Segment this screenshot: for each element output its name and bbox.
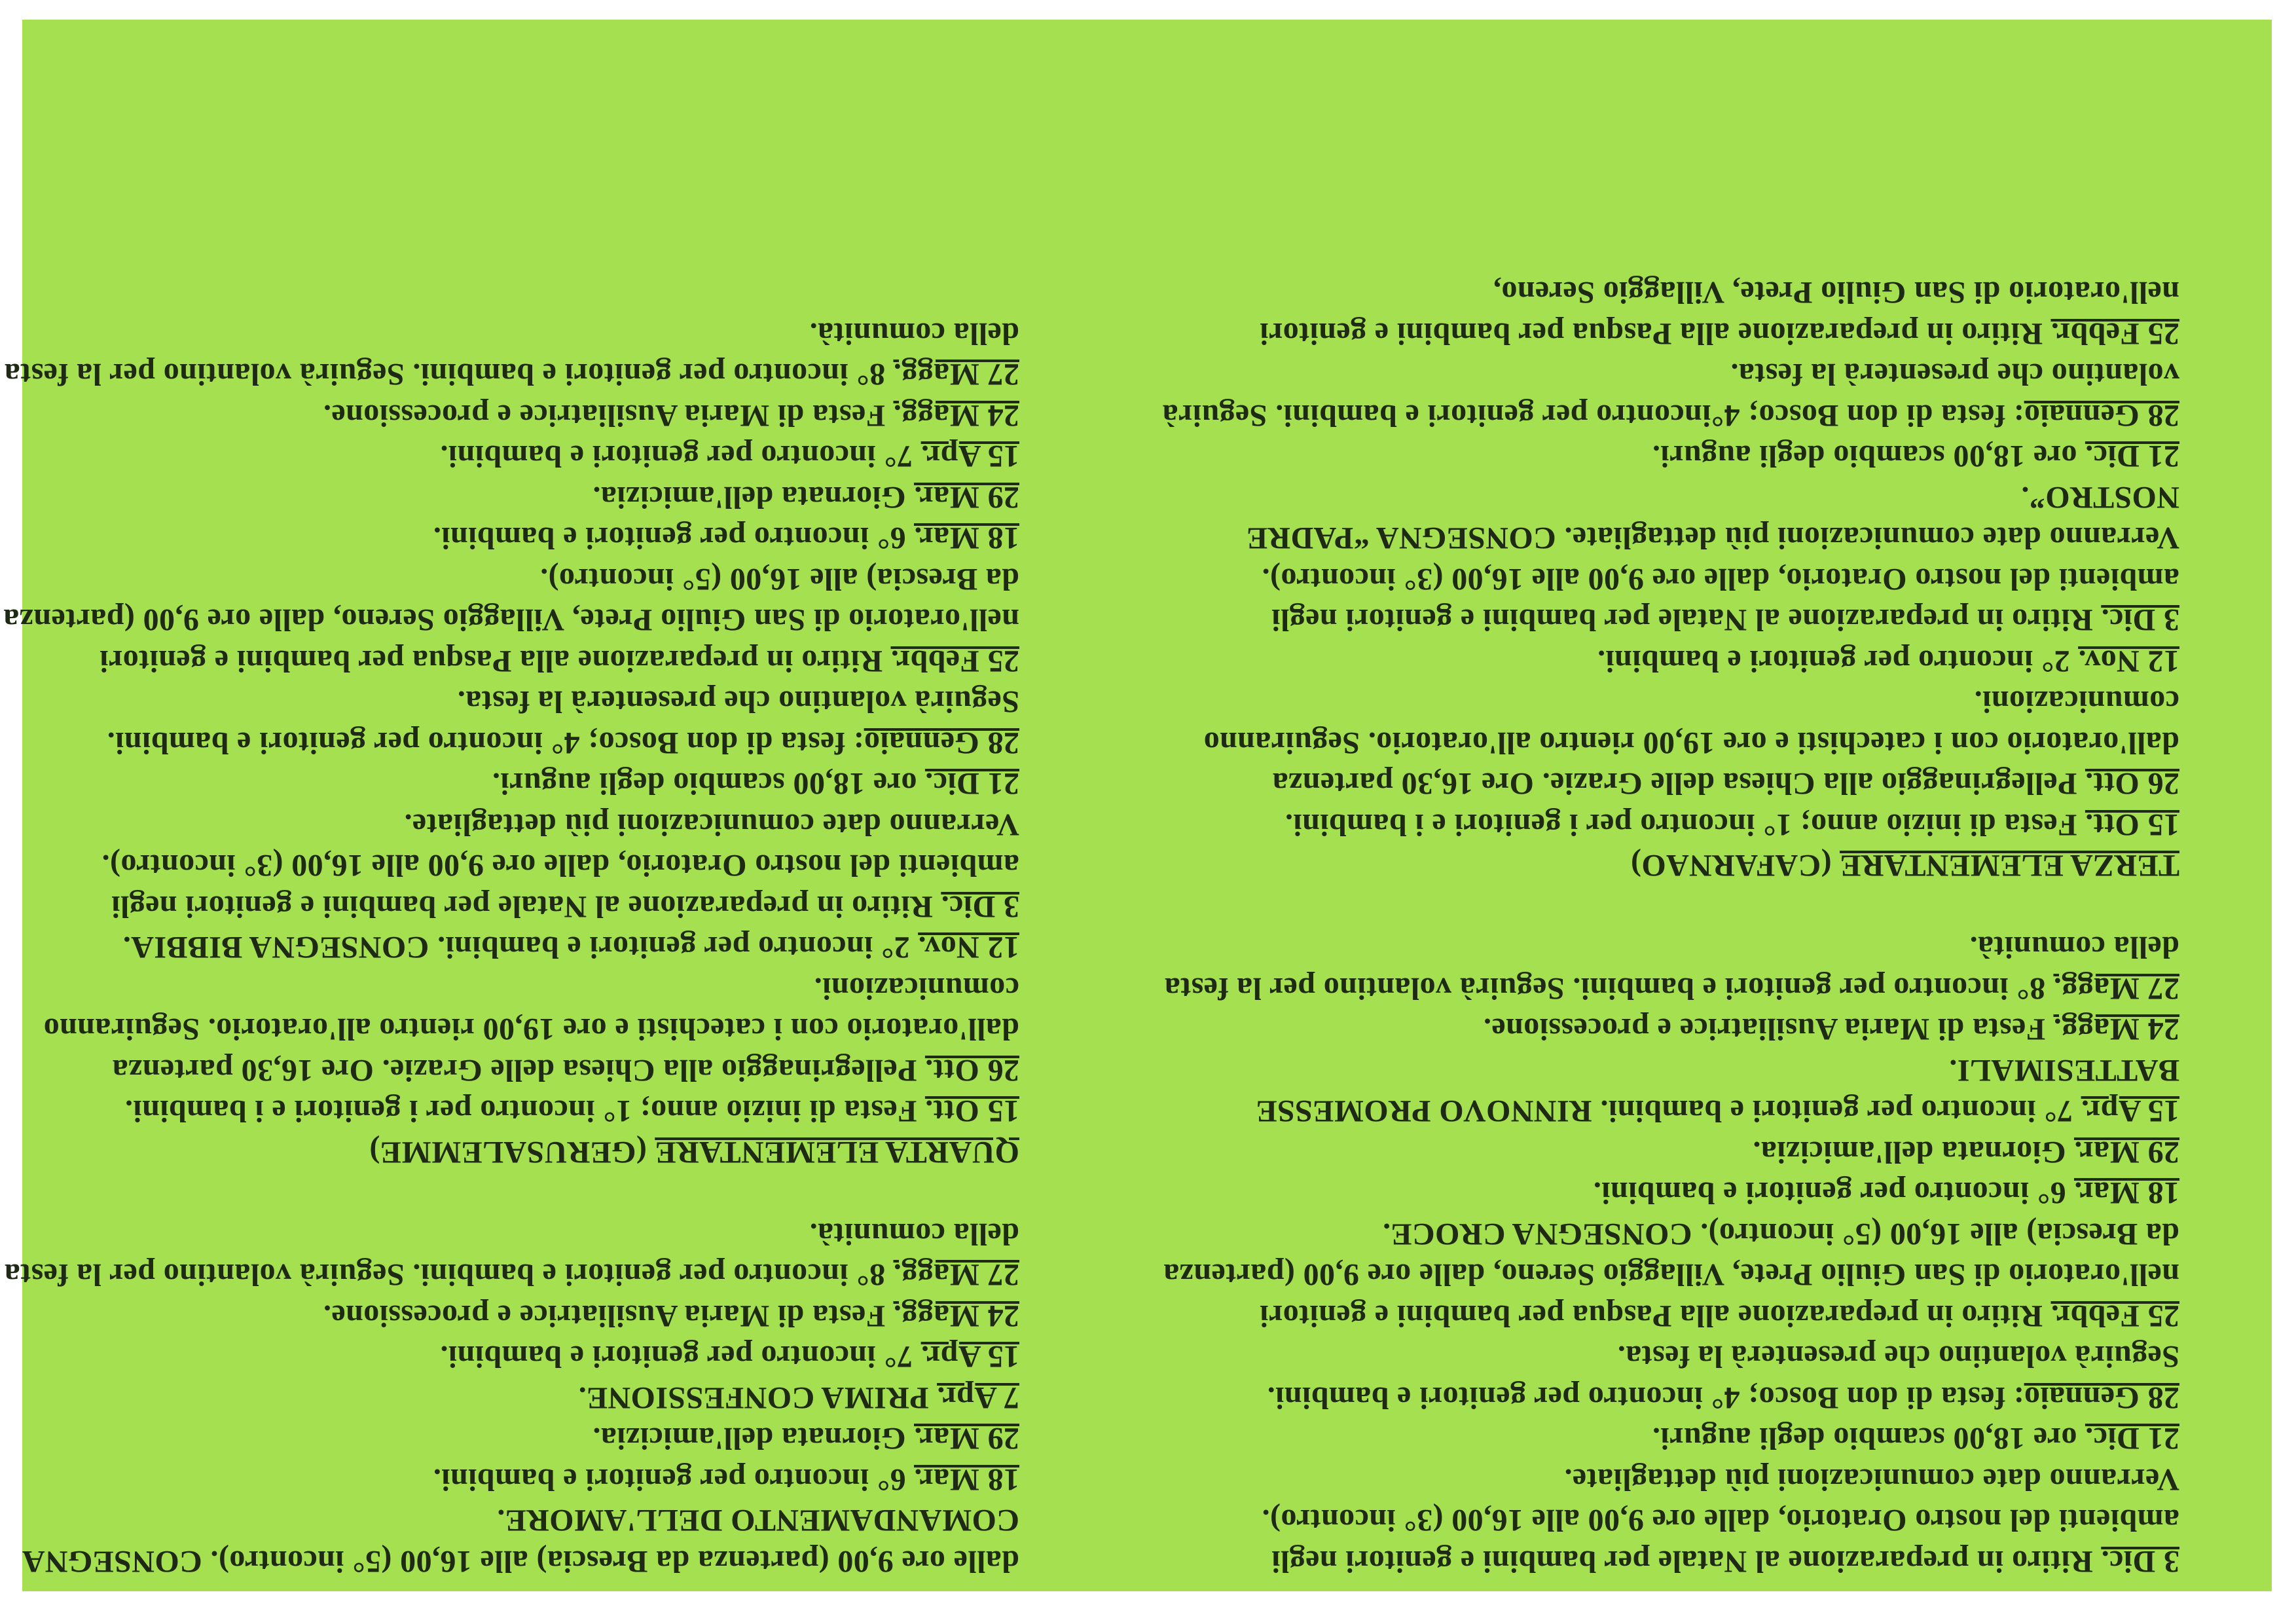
- calendar-entry: [1158, 354, 2179, 435]
- entry-text: ore 18,00 scambio degli auguri.: [1652, 1421, 2085, 1456]
- entry-text: Ritiro in preparazione alla Pasqua per bambini e genitori nell'oratorio di San Giulio Prete, Villaggio Sereno, dalle ore 9,00 (partenza da Brescia) alle 16,00 (5° incontro). CONSEGNA CROCE.: [1163, 1217, 2179, 1333]
- entry-date: 3 Dic.: [941, 889, 1019, 924]
- calendar-entry: [1158, 927, 2179, 1008]
- calendar-entry: [0, 763, 1019, 804]
- entry-text: Festa di Maria Ausiliatrice e processione.: [1483, 1012, 2054, 1047]
- entry-date: 15 Ott.: [924, 1094, 1019, 1129]
- entry-date: 29 Mar.: [913, 480, 1019, 515]
- entry-text: Festa di Maria Ausiliatrice e processione.: [323, 1299, 894, 1333]
- entry-date: 25 Febbr.: [2050, 316, 2179, 351]
- entry-date: 25 Febbr.: [2050, 1299, 2179, 1333]
- right-continuation: [0, 1213, 1019, 1500]
- entry-text: 8° incontro per genitori e bambini. Seguirà volantino per la festa della comunità.: [1164, 930, 2179, 1006]
- calendar-entry: [0, 681, 1019, 763]
- calendar-entry: [1158, 640, 2179, 682]
- entry-date: 27 Magg.: [893, 357, 1019, 392]
- calendar-entry: [1158, 1418, 2179, 1459]
- entry-date: 12 Nov.: [918, 930, 1019, 965]
- calendar-entry: [0, 435, 1019, 477]
- entry-date: 29 Mar.: [2073, 1135, 2179, 1170]
- calendar-entry: [0, 804, 1019, 927]
- calendar-entry: [0, 313, 1019, 395]
- entry-date: 21 Dic.: [924, 766, 1019, 802]
- calendar-entry: [1158, 272, 2179, 354]
- entry-text: Ritiro in preparazione alla Pasqua per bambini e genitori nell'oratorio di San Giulio Prete, Villaggio Sereno, dalle ore 9,00 (partenza da Brescia) alle 16,00 (5° incontro).: [3, 562, 1019, 678]
- entry-date: 29 Mar.: [913, 1421, 1019, 1456]
- left-continuation: [1158, 927, 2179, 1581]
- entry-text: 2° incontro per genitori e bambini. CONSEGNA BIBBIA.: [122, 930, 919, 965]
- section-title: TERZA ELEMENTARE: [1840, 848, 2179, 883]
- entry-date: 12 Nov.: [2078, 644, 2179, 678]
- entry-text: 7° incontro per genitori e bambini.: [440, 439, 921, 474]
- entry-text: 8° incontro per genitori e bambini. Seguirà volantino per la festa della comunità.: [4, 316, 1019, 392]
- entry-text: Pellegrinaggio alla Chiesa delle Grazie. Ore 16,30 partenza dall'oratorio con i catechisti e ore 19,00 rientro all'oratorio. Seguiranno comunicazioni.: [1203, 684, 2179, 802]
- calendar-entry: [0, 1090, 1019, 1132]
- calendar-entry: [0, 1418, 1019, 1459]
- calendar-entry: [1158, 1132, 2179, 1173]
- entry-text: Festa di inizio anno; 1° incontro per i genitori e i bambini.: [1285, 807, 2085, 842]
- calendar-entry: [0, 1295, 1019, 1337]
- entry-date: 24 Magg.: [893, 1299, 1019, 1333]
- entry-text: : festa di don Bosco; 4° incontro per genitori e bambini. Seguirà volantino che presenterà la festa.: [107, 684, 1019, 760]
- entry-text: 2° incontro per genitori e bambini.: [1597, 644, 2079, 678]
- entry-date: 15 Apr.: [2081, 1094, 2179, 1129]
- entry-date: 15 Apr.: [920, 439, 1019, 474]
- calendar-entry: [1158, 1050, 2179, 1132]
- entry-text: Giornata dell'amicizia.: [592, 480, 914, 515]
- entry-date: 26 Ott.: [2085, 766, 2179, 802]
- entry-date: 27 Magg.: [2053, 971, 2179, 1006]
- calendar-entry: [0, 395, 1019, 436]
- entry-text: 6° incontro per genitori e bambini.: [1593, 1175, 2074, 1211]
- entry-date: 27 Magg.: [893, 1257, 1019, 1293]
- entry-date: 15 Apr.: [920, 1339, 1019, 1375]
- quarta-entries: [0, 313, 1019, 1132]
- entry-text: 6° incontro per genitori e bambini.: [433, 521, 914, 556]
- entry-text: Ritiro in preparazione al Natale per bambini e genitori negli ambienti del nostro Oratorio, dalle ore 9,00 alle 16,00 (3° incontro). Verranno date comunicazioni più dettagliate.: [1262, 1462, 2179, 1579]
- entry-date: 28 Gennaio: [2024, 1380, 2179, 1415]
- section-place: (CAFARNAO): [1630, 848, 1840, 883]
- entry-text: 6° incontro per genitori e bambini.: [433, 1462, 914, 1497]
- entry-text: Ritiro in preparazione al Natale per bambini e genitori negli ambienti del nostro Oratorio, dalle ore 9,00 alle 16,00 (3° incontro). Verranno date comunicazioni più dettagliate.: [101, 807, 1019, 924]
- calendar-entry: [1158, 681, 2179, 804]
- entry-text: Festa di inizio anno; 1° incontro per i genitori e i bambini.: [124, 1094, 925, 1129]
- right-page-column: [0, 313, 1019, 1582]
- green-sheet: [3, 20, 2272, 1591]
- calendar-entry: [1158, 1336, 2179, 1418]
- entry-date: 3 Dic.: [2101, 602, 2179, 638]
- calendar-entry: [0, 1336, 1019, 1377]
- continuation-text: dalle ore 9,00 (partenza da Brescia) alle 16,00 (5° incontro). CONSEGNA COMANDAMENTO DELL'AMORE.: [24, 1503, 1019, 1579]
- calendar-entry: [1158, 1459, 2179, 1582]
- calendar-entry: [0, 927, 1019, 968]
- entry-date: 21 Dic.: [2085, 439, 2179, 474]
- calendar-entry: [1158, 477, 2179, 640]
- entry-text: Pellegrinaggio alla Chiesa delle Grazie. Ore 16,30 partenza dall'oratorio con i catechisti e ore 19,00 rientro all'oratorio. Seguiranno comunicazioni.: [43, 971, 1019, 1088]
- entry-date: 18 Mar.: [2073, 1175, 2179, 1211]
- calendar-entry: [0, 517, 1019, 559]
- calendar-entry: [1158, 435, 2179, 477]
- section-heading-quarta: [0, 1132, 1019, 1173]
- calendar-entry: [0, 559, 1019, 682]
- entry-date: 25 Febbr.: [890, 644, 1019, 678]
- entry-text: Festa di Maria Ausiliatrice e processione.: [323, 398, 894, 433]
- entry-date: 7 Apr.: [936, 1380, 1019, 1415]
- calendar-entry: [0, 968, 1019, 1091]
- entry-text: PRIMA CONFESSIONE.: [578, 1380, 937, 1415]
- calendar-entry: [1158, 804, 2179, 845]
- entry-date: 18 Mar.: [913, 521, 1019, 556]
- entry-text: 7° incontro per genitori e bambini.: [440, 1339, 921, 1375]
- section-title: QUARTA ELEMENTARE: [655, 1135, 1019, 1170]
- calendar-entry: [1158, 1008, 2179, 1050]
- entry-date: 24 Magg.: [2053, 1012, 2179, 1047]
- entry-date: 28 Gennaio: [864, 726, 1019, 760]
- entry-text: Giornata dell'amicizia.: [1753, 1135, 2074, 1170]
- entry-text: : festa di don Bosco; 4° incontro per genitori e bambini. Seguirà volantino che presenterà la festa.: [1267, 1339, 2179, 1415]
- calendar-entry: [0, 1377, 1019, 1418]
- entry-date: 18 Mar.: [913, 1462, 1019, 1497]
- entry-text: Giornata dell'amicizia.: [592, 1421, 914, 1456]
- entry-text: ore 18,00 scambio degli auguri.: [492, 766, 925, 802]
- entry-date: 3 Dic.: [2101, 1544, 2179, 1579]
- entry-text: 7° incontro per genitori e bambini. RINNOVO PROMESSE BATTESIMALI.: [1256, 1053, 2179, 1129]
- calendar-entry: [1158, 1213, 2179, 1337]
- entry-date: 24 Magg.: [893, 398, 1019, 433]
- upside-down-content: [3, 20, 2272, 1591]
- calendar-entry: [0, 1213, 1019, 1295]
- entry-text: Ritiro in preparazione al Natale per bambini e genitori negli ambienti del nostro Oratorio, dalle ore 9,00 alle 16,00 (3° incontro). Verranno date comunicazioni più dettagliate. CONSEGNA “PADRE NOSTRO”.: [1246, 480, 2179, 638]
- calendar-entry: [1158, 1172, 2179, 1213]
- entry-text: Ritiro in preparazione alla Pasqua per bambini e genitori nell'oratorio di San Giulio Prete, Villaggio Sereno,: [1259, 275, 2179, 351]
- entry-date: 28 Gennaio: [2024, 398, 2179, 433]
- section-place: (GERUSALEMME): [369, 1135, 655, 1170]
- section-heading-terza: [1158, 845, 2179, 886]
- entry-date: 21 Dic.: [2085, 1421, 2179, 1456]
- entry-date: 26 Ott.: [924, 1053, 1019, 1088]
- entry-text: ore 18,00 scambio degli auguri.: [1652, 439, 2085, 474]
- calendar-entry: [0, 477, 1019, 518]
- terza-entries: [1158, 272, 2179, 845]
- entry-text: : festa di don Bosco; 4°incontro per genitori e bambini. Seguirà volantino che presenterà la festa.: [1162, 357, 2179, 433]
- entry-date: 15 Ott.: [2085, 807, 2179, 842]
- entry-text: 8° incontro per genitori e bambini. Seguirà volantino per la festa della comunità.: [4, 1217, 1019, 1293]
- left-page-column: [1158, 272, 2179, 1581]
- calendar-entry: [0, 1459, 1019, 1500]
